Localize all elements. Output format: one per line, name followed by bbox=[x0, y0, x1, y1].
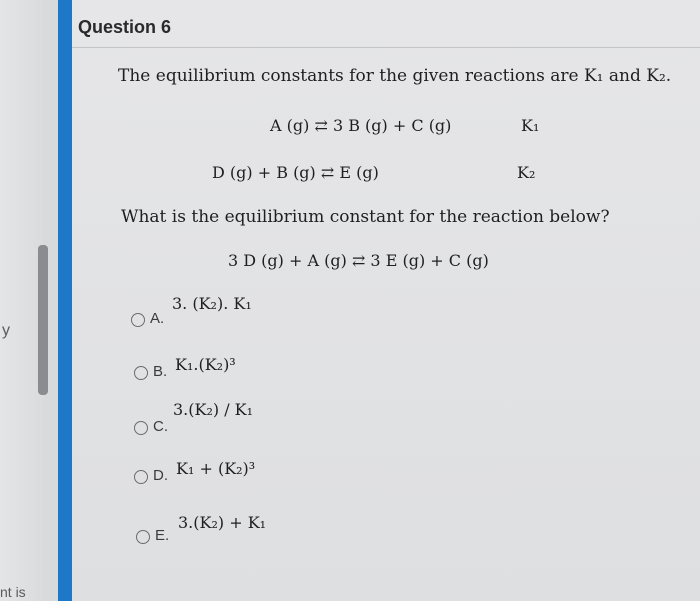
option-letter: D. bbox=[153, 467, 168, 484]
divider bbox=[72, 47, 700, 48]
option-text: 3. (K₂). K₁ bbox=[172, 294, 252, 313]
reaction-1: A (g) ⇄ 3 B (g) + C (g) bbox=[270, 116, 452, 135]
constant-1: K₁ bbox=[521, 116, 540, 135]
question-title: Question 6 bbox=[78, 17, 172, 37]
constant-2: K₂ bbox=[517, 163, 536, 182]
target-reaction: 3 D (g) + A (g) ⇄ 3 E (g) + C (g) bbox=[228, 251, 489, 270]
option-text: 3.(K₂) + K₁ bbox=[178, 513, 267, 532]
question-panel bbox=[72, 0, 700, 601]
option-letter: C. bbox=[153, 418, 168, 435]
option-text: K₁.(K₂)³ bbox=[175, 355, 236, 374]
option-text: 3.(K₂) / K₁ bbox=[173, 400, 254, 419]
option-text: K₁ + (K₂)³ bbox=[176, 459, 256, 478]
accent-bar bbox=[58, 0, 72, 601]
scrollbar-thumb[interactable] bbox=[38, 245, 48, 395]
sidebar-text-fragment: y bbox=[2, 322, 10, 339]
question-prompt: The equilibrium constants for the given reactions are K₁ and K₂. bbox=[118, 66, 672, 86]
radio-button[interactable] bbox=[136, 530, 150, 544]
option-letter: A. bbox=[150, 310, 165, 327]
radio-button[interactable] bbox=[131, 313, 145, 327]
radio-button[interactable] bbox=[134, 470, 148, 484]
option-letter: B. bbox=[153, 363, 168, 380]
radio-button[interactable] bbox=[134, 366, 148, 380]
question-ask: What is the equilibrium constant for the reaction below? bbox=[121, 207, 610, 227]
sidebar-text-fragment: nt is bbox=[0, 584, 26, 600]
option-letter: E. bbox=[155, 527, 170, 544]
radio-button[interactable] bbox=[134, 421, 148, 435]
reaction-2: D (g) + B (g) ⇄ E (g) bbox=[212, 163, 379, 182]
